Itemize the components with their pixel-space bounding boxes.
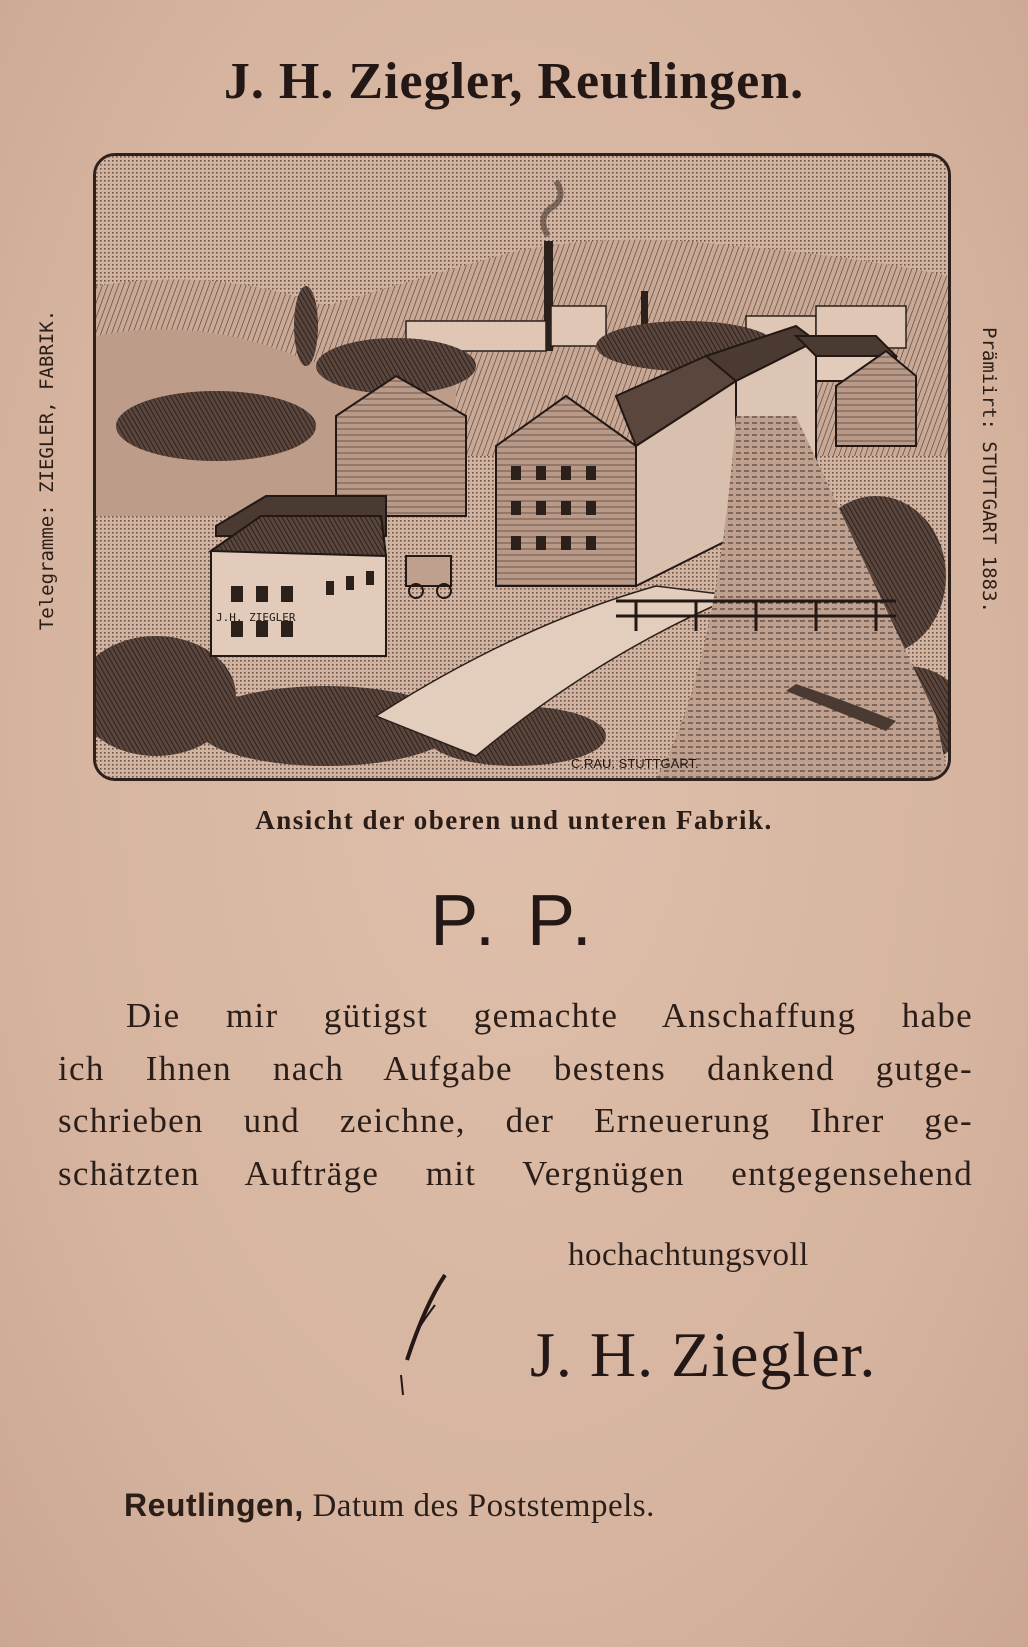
date-note: Datum des Poststempels. xyxy=(312,1488,655,1524)
building-sign: J.H. ZIEGLER xyxy=(216,611,296,624)
body-line: ich Ihnen nach Aufgabe bestens dankend gutge- xyxy=(58,1048,973,1088)
salutation: P. P. xyxy=(430,881,598,961)
body-line: schätzten Aufträge mit Vergnügen entgegensehend xyxy=(58,1153,973,1193)
closing-phrase: hochachtungsvoll xyxy=(568,1237,809,1273)
place-name: Reutlingen, xyxy=(124,1487,304,1523)
telegram-side-text xyxy=(32,260,62,680)
telegram-label: Telegramme: ZIEGLER, FABRIK. xyxy=(36,309,58,631)
place-date-line xyxy=(124,1487,655,1525)
body-line: Die mir gütigst gemachte Anschaffung habe xyxy=(126,996,973,1035)
company-title: J. H. Ziegler, Reutlingen. xyxy=(223,53,805,110)
award-label: Prämiirt: STUTTGART 1883. xyxy=(978,327,1000,613)
engraver-credit: C.RAU. STUTTGART. xyxy=(571,756,699,771)
letter-body xyxy=(58,990,973,1200)
illustration-caption: Ansicht der oberen und unteren Fabrik. xyxy=(255,805,773,835)
body-line: schrieben und zeichne, der Erneuerung Ihrer ge- xyxy=(58,1101,973,1140)
factory-engraving xyxy=(93,153,951,781)
pen-stroke-mark xyxy=(395,1265,455,1405)
factory-engraving-svg xyxy=(96,156,948,778)
award-side-text xyxy=(974,280,1004,660)
signature: J. H. Ziegler. xyxy=(530,1319,877,1390)
